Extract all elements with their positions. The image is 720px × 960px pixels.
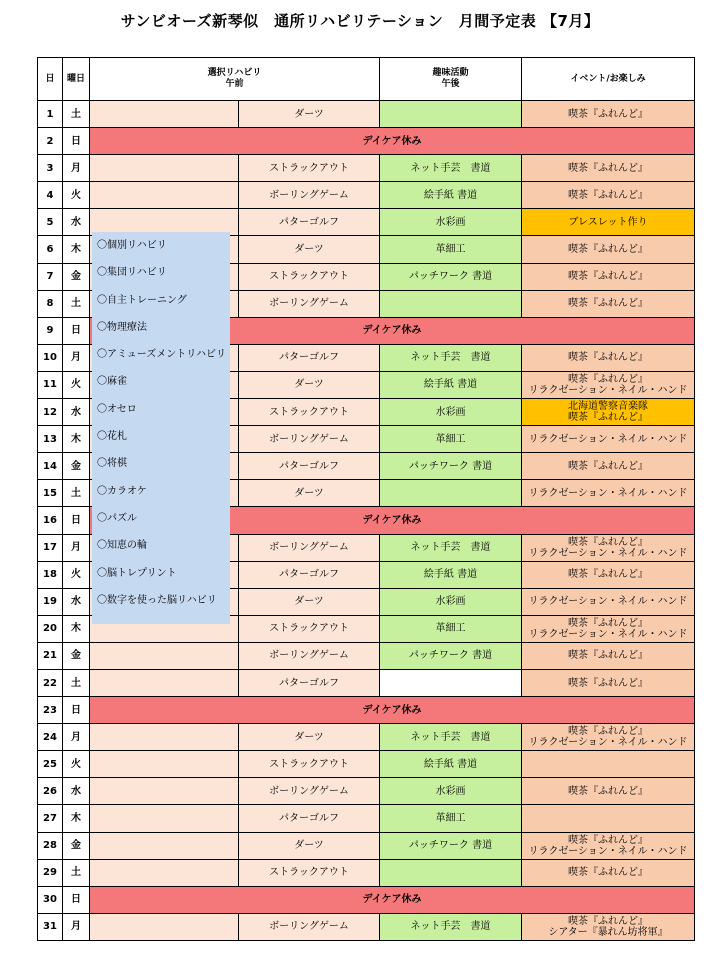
day-number-cell: 22 xyxy=(38,669,63,696)
header-weekday: 曜日 xyxy=(63,58,90,101)
weekday-cell: 火 xyxy=(63,371,90,398)
event-line-2: リラクゼーション・ネイル・ハンド xyxy=(528,845,688,857)
event-line: 喫茶『ふれんど』 xyxy=(568,617,649,629)
event-cell xyxy=(522,371,695,398)
day-number-cell: 24 xyxy=(38,724,63,751)
event-line: 喫茶『ふれんど』 xyxy=(568,915,649,927)
header-hobby-line2: 午後 xyxy=(441,79,460,89)
day-row xyxy=(38,182,695,209)
weekday-cell: 木 xyxy=(63,615,90,642)
day-number-cell: 26 xyxy=(38,778,63,805)
day-row xyxy=(38,859,695,886)
select-rehab-cell xyxy=(90,155,239,182)
closed-row xyxy=(38,128,695,155)
hobby-cell: 絵手紙 書道 xyxy=(380,182,522,209)
day-row xyxy=(38,669,695,696)
event-line: リラクゼーション・ネイル・ハンド xyxy=(528,433,688,445)
select-rehab-cell xyxy=(90,805,239,832)
activity-cell: パターゴルフ xyxy=(239,561,380,588)
header-hobby-line1: 趣味活動 xyxy=(432,68,469,78)
activity-cell: ストラックアウト xyxy=(239,399,380,426)
event-line: 喫茶『ふれんど』 xyxy=(568,785,649,797)
day-number-cell: 5 xyxy=(38,209,63,236)
day-number-cell: 9 xyxy=(38,317,63,344)
weekday-cell: 月 xyxy=(63,724,90,751)
weekday-cell: 月 xyxy=(63,344,90,371)
day-number-cell: 14 xyxy=(38,453,63,480)
weekday-cell: 月 xyxy=(63,534,90,561)
event-line: 喫茶『ふれんど』 xyxy=(568,352,649,364)
day-number-cell: 10 xyxy=(38,344,63,371)
select-rehab-cell xyxy=(90,832,239,859)
day-number-cell: 7 xyxy=(38,263,63,290)
select-rehab-cell xyxy=(90,859,239,886)
rehab-menu-item: 〇知恵の輪 xyxy=(97,540,147,552)
weekday-cell: 月 xyxy=(63,913,90,940)
header-row xyxy=(38,58,695,101)
activity-cell: ストラックアウト xyxy=(239,859,380,886)
closed-row xyxy=(38,697,695,724)
header-select-rehab xyxy=(90,58,380,101)
rehab-menu-item: 〇オセロ xyxy=(97,403,137,415)
day-row xyxy=(38,751,695,778)
select-rehab-cell xyxy=(90,913,239,940)
event-cell xyxy=(522,426,695,453)
event-cell xyxy=(522,344,695,371)
day-number-cell: 17 xyxy=(38,534,63,561)
hobby-cell: 革細工 xyxy=(380,805,522,832)
activity-cell: ダーツ xyxy=(239,588,380,615)
event-line: 喫茶『ふれんど』 xyxy=(568,536,649,548)
event-line: 喫茶『ふれんど』 xyxy=(568,726,649,738)
event-line: 喫茶『ふれんど』 xyxy=(568,373,649,385)
hobby-cell: パッチワーク 書道 xyxy=(380,642,522,669)
hobby-cell: 革細工 xyxy=(380,615,522,642)
day-row xyxy=(38,832,695,859)
hobby-cell: 革細工 xyxy=(380,236,522,263)
rehab-menu-item: 〇麻雀 xyxy=(97,376,127,388)
hobby-cell xyxy=(380,101,522,128)
day-row xyxy=(38,805,695,832)
activity-cell: ダーツ xyxy=(239,371,380,398)
hobby-cell: ネット手芸 書道 xyxy=(380,344,522,371)
event-cell xyxy=(522,805,695,832)
weekday-cell: 火 xyxy=(63,182,90,209)
header-event: イベント/お楽しみ xyxy=(522,58,695,101)
event-line: 喫茶『ふれんど』 xyxy=(568,108,649,120)
select-rehab-cell xyxy=(90,182,239,209)
day-number-cell: 20 xyxy=(38,615,63,642)
activity-cell: ダーツ xyxy=(239,236,380,263)
rehab-menu-item: 〇パズル xyxy=(97,512,137,524)
event-cell xyxy=(522,642,695,669)
select-rehab-cell xyxy=(90,778,239,805)
activity-cell: ボーリングゲーム xyxy=(239,182,380,209)
activity-cell: ストラックアウト xyxy=(239,751,380,778)
hobby-cell: ネット手芸 書道 xyxy=(380,913,522,940)
closed-row xyxy=(38,886,695,913)
header-select-line1: 選択リハビリ xyxy=(207,68,262,78)
weekday-cell: 水 xyxy=(63,588,90,615)
day-number-cell: 19 xyxy=(38,588,63,615)
weekday-cell: 土 xyxy=(63,669,90,696)
weekday-cell: 金 xyxy=(63,263,90,290)
event-cell xyxy=(522,399,695,426)
event-cell xyxy=(522,290,695,317)
rehab-menu-item: 〇花札 xyxy=(97,431,127,443)
event-cell xyxy=(522,155,695,182)
activity-cell: パターゴルフ xyxy=(239,805,380,832)
hobby-cell xyxy=(380,290,522,317)
event-cell xyxy=(522,913,695,940)
page-title: サンビオーズ新琴似 通所リハビリテーション 月間予定表 【7月】 xyxy=(120,12,600,30)
hobby-cell: 水彩画 xyxy=(380,209,522,236)
hobby-cell: 水彩画 xyxy=(380,778,522,805)
activity-cell: パターゴルフ xyxy=(239,344,380,371)
rehab-menu-item: 〇脳トレプリント xyxy=(97,567,177,579)
event-cell xyxy=(522,263,695,290)
event-cell xyxy=(522,209,695,236)
event-line-2: リラクゼーション・ネイル・ハンド xyxy=(528,547,688,559)
activity-cell: ボーリングゲーム xyxy=(239,913,380,940)
weekday-cell: 木 xyxy=(63,236,90,263)
day-row xyxy=(38,724,695,751)
event-cell xyxy=(522,615,695,642)
rehab-menu-item: 〇物理療法 xyxy=(97,321,147,333)
event-line: 喫茶『ふれんど』 xyxy=(568,271,649,283)
rehab-menu-item: 〇集団リハビリ xyxy=(97,267,167,279)
header-select-line2: 午前 xyxy=(225,79,244,89)
day-number-cell: 28 xyxy=(38,832,63,859)
weekday-cell: 土 xyxy=(63,859,90,886)
rehab-menu-list xyxy=(92,232,230,624)
hobby-cell: ネット手芸 書道 xyxy=(380,724,522,751)
rehab-menu-item: 〇個別リハビリ xyxy=(97,240,167,251)
day-number-cell: 29 xyxy=(38,859,63,886)
hobby-cell: パッチワーク 書道 xyxy=(380,453,522,480)
weekday-cell: 水 xyxy=(63,399,90,426)
activity-cell: ダーツ xyxy=(239,101,380,128)
weekday-cell: 木 xyxy=(63,426,90,453)
select-rehab-cell xyxy=(90,642,239,669)
rehab-menu-item: 〇数字を使った脳リハビリ xyxy=(97,594,217,606)
weekday-cell: 日 xyxy=(63,128,90,155)
weekday-cell: 日 xyxy=(63,697,90,724)
weekday-cell: 日 xyxy=(63,317,90,344)
event-line: 喫茶『ふれんど』 xyxy=(568,298,649,310)
weekday-cell: 土 xyxy=(63,101,90,128)
day-number-cell: 16 xyxy=(38,507,63,534)
rehab-menu-item: 〇カラオケ xyxy=(97,485,147,497)
day-number-cell: 30 xyxy=(38,886,63,913)
day-number-cell: 3 xyxy=(38,155,63,182)
activity-cell: ボーリングゲーム xyxy=(239,778,380,805)
weekday-cell: 日 xyxy=(63,507,90,534)
weekday-cell: 火 xyxy=(63,751,90,778)
weekday-cell: 土 xyxy=(63,480,90,507)
event-line: リラクゼーション・ネイル・ハンド xyxy=(528,487,688,499)
hobby-cell: パッチワーク 書道 xyxy=(380,832,522,859)
event-cell xyxy=(522,236,695,263)
event-line-2: リラクゼーション・ネイル・ハンド xyxy=(528,737,688,749)
weekday-cell: 金 xyxy=(63,642,90,669)
event-cell xyxy=(522,859,695,886)
event-cell xyxy=(522,101,695,128)
day-number-cell: 18 xyxy=(38,561,63,588)
activity-cell: ボーリングゲーム xyxy=(239,534,380,561)
event-line-2: 喫茶『ふれんど』 xyxy=(568,412,649,424)
day-number-cell: 6 xyxy=(38,236,63,263)
rehab-menu-item: 〇将棋 xyxy=(97,458,127,470)
day-row xyxy=(38,778,695,805)
header-hobby xyxy=(380,58,522,101)
hobby-cell: 絵手紙 書道 xyxy=(380,751,522,778)
hobby-cell: 水彩画 xyxy=(380,588,522,615)
day-row xyxy=(38,101,695,128)
weekday-cell: 火 xyxy=(63,561,90,588)
weekday-cell: 木 xyxy=(63,805,90,832)
hobby-cell xyxy=(380,669,522,696)
event-line: 北海道警察音楽隊 xyxy=(568,401,649,413)
event-line: リラクゼーション・ネイル・ハンド xyxy=(528,596,688,608)
event-line: 喫茶『ふれんど』 xyxy=(568,189,649,201)
hobby-cell: 革細工 xyxy=(380,426,522,453)
event-line: 喫茶『ふれんど』 xyxy=(568,569,649,581)
event-cell xyxy=(522,724,695,751)
rehab-menu-item: 〇アミューズメントリハビリ xyxy=(97,349,226,361)
event-cell xyxy=(522,832,695,859)
weekday-cell: 金 xyxy=(63,453,90,480)
weekday-cell: 日 xyxy=(63,886,90,913)
hobby-cell: ネット手芸 書道 xyxy=(380,534,522,561)
activity-cell: パターゴルフ xyxy=(239,453,380,480)
activity-cell: ストラックアウト xyxy=(239,155,380,182)
event-line: 喫茶『ふれんど』 xyxy=(568,244,649,256)
weekday-cell: 金 xyxy=(63,832,90,859)
rehab-menu-item: 〇自主トレーニング xyxy=(97,294,187,306)
day-number-cell: 12 xyxy=(38,399,63,426)
hobby-cell: 絵手紙 書道 xyxy=(380,561,522,588)
activity-cell: ダーツ xyxy=(239,832,380,859)
weekday-cell: 水 xyxy=(63,778,90,805)
event-cell xyxy=(522,669,695,696)
event-line: ブレスレット作り xyxy=(568,216,648,228)
event-line-2: リラクゼーション・ネイル・ハンド xyxy=(528,384,688,396)
day-number-cell: 15 xyxy=(38,480,63,507)
day-number-cell: 11 xyxy=(38,371,63,398)
weekday-cell: 水 xyxy=(63,209,90,236)
closed-label-cell: デイケア休み xyxy=(90,886,695,913)
hobby-cell xyxy=(380,859,522,886)
day-row xyxy=(38,642,695,669)
activity-cell: ストラックアウト xyxy=(239,263,380,290)
day-row xyxy=(38,913,695,940)
activity-cell: ボーリングゲーム xyxy=(239,426,380,453)
activity-cell: ダーツ xyxy=(239,724,380,751)
day-number-cell: 4 xyxy=(38,182,63,209)
select-rehab-cell xyxy=(90,751,239,778)
event-cell xyxy=(522,588,695,615)
activity-cell: ストラックアウト xyxy=(239,615,380,642)
day-number-cell: 31 xyxy=(38,913,63,940)
activity-cell: ダーツ xyxy=(239,480,380,507)
day-number-cell: 25 xyxy=(38,751,63,778)
closed-label-cell: デイケア休み xyxy=(90,317,695,344)
select-rehab-cell xyxy=(90,724,239,751)
event-cell xyxy=(522,182,695,209)
event-line-2: リラクゼーション・ネイル・ハンド xyxy=(528,628,688,640)
day-number-cell: 13 xyxy=(38,426,63,453)
event-line: 喫茶『ふれんど』 xyxy=(568,460,649,472)
hobby-cell: パッチワーク 書道 xyxy=(380,263,522,290)
event-cell xyxy=(522,751,695,778)
event-line: 喫茶『ふれんど』 xyxy=(568,867,649,879)
day-number-cell: 21 xyxy=(38,642,63,669)
event-cell xyxy=(522,534,695,561)
closed-label-cell: デイケア休み xyxy=(90,507,695,534)
day-number-cell: 27 xyxy=(38,805,63,832)
select-rehab-cell xyxy=(90,101,239,128)
hobby-cell: 絵手紙 書道 xyxy=(380,371,522,398)
day-number-cell: 2 xyxy=(38,128,63,155)
event-line-2: シアター『暴れん坊将軍』 xyxy=(548,926,668,938)
header-day: 日 xyxy=(38,58,63,101)
day-row xyxy=(38,155,695,182)
event-line: 喫茶『ふれんど』 xyxy=(568,162,649,174)
activity-cell: パターゴルフ xyxy=(239,669,380,696)
activity-cell: ボーリングゲーム xyxy=(239,642,380,669)
closed-label-cell: デイケア休み xyxy=(90,128,695,155)
select-rehab-cell xyxy=(90,669,239,696)
event-line: 喫茶『ふれんど』 xyxy=(568,677,649,689)
hobby-cell xyxy=(380,480,522,507)
event-line: 喫茶『ふれんど』 xyxy=(568,834,649,846)
event-cell xyxy=(522,561,695,588)
day-number-cell: 8 xyxy=(38,290,63,317)
day-number-cell: 1 xyxy=(38,101,63,128)
event-cell xyxy=(522,480,695,507)
event-cell xyxy=(522,778,695,805)
hobby-cell: ネット手芸 書道 xyxy=(380,155,522,182)
weekday-cell: 土 xyxy=(63,290,90,317)
hobby-cell: 水彩画 xyxy=(380,399,522,426)
closed-label-cell: デイケア休み xyxy=(90,697,695,724)
event-cell xyxy=(522,453,695,480)
day-number-cell: 23 xyxy=(38,697,63,724)
weekday-cell: 月 xyxy=(63,155,90,182)
activity-cell: ボーリングゲーム xyxy=(239,290,380,317)
activity-cell: パターゴルフ xyxy=(239,209,380,236)
event-line: 喫茶『ふれんど』 xyxy=(568,650,649,662)
